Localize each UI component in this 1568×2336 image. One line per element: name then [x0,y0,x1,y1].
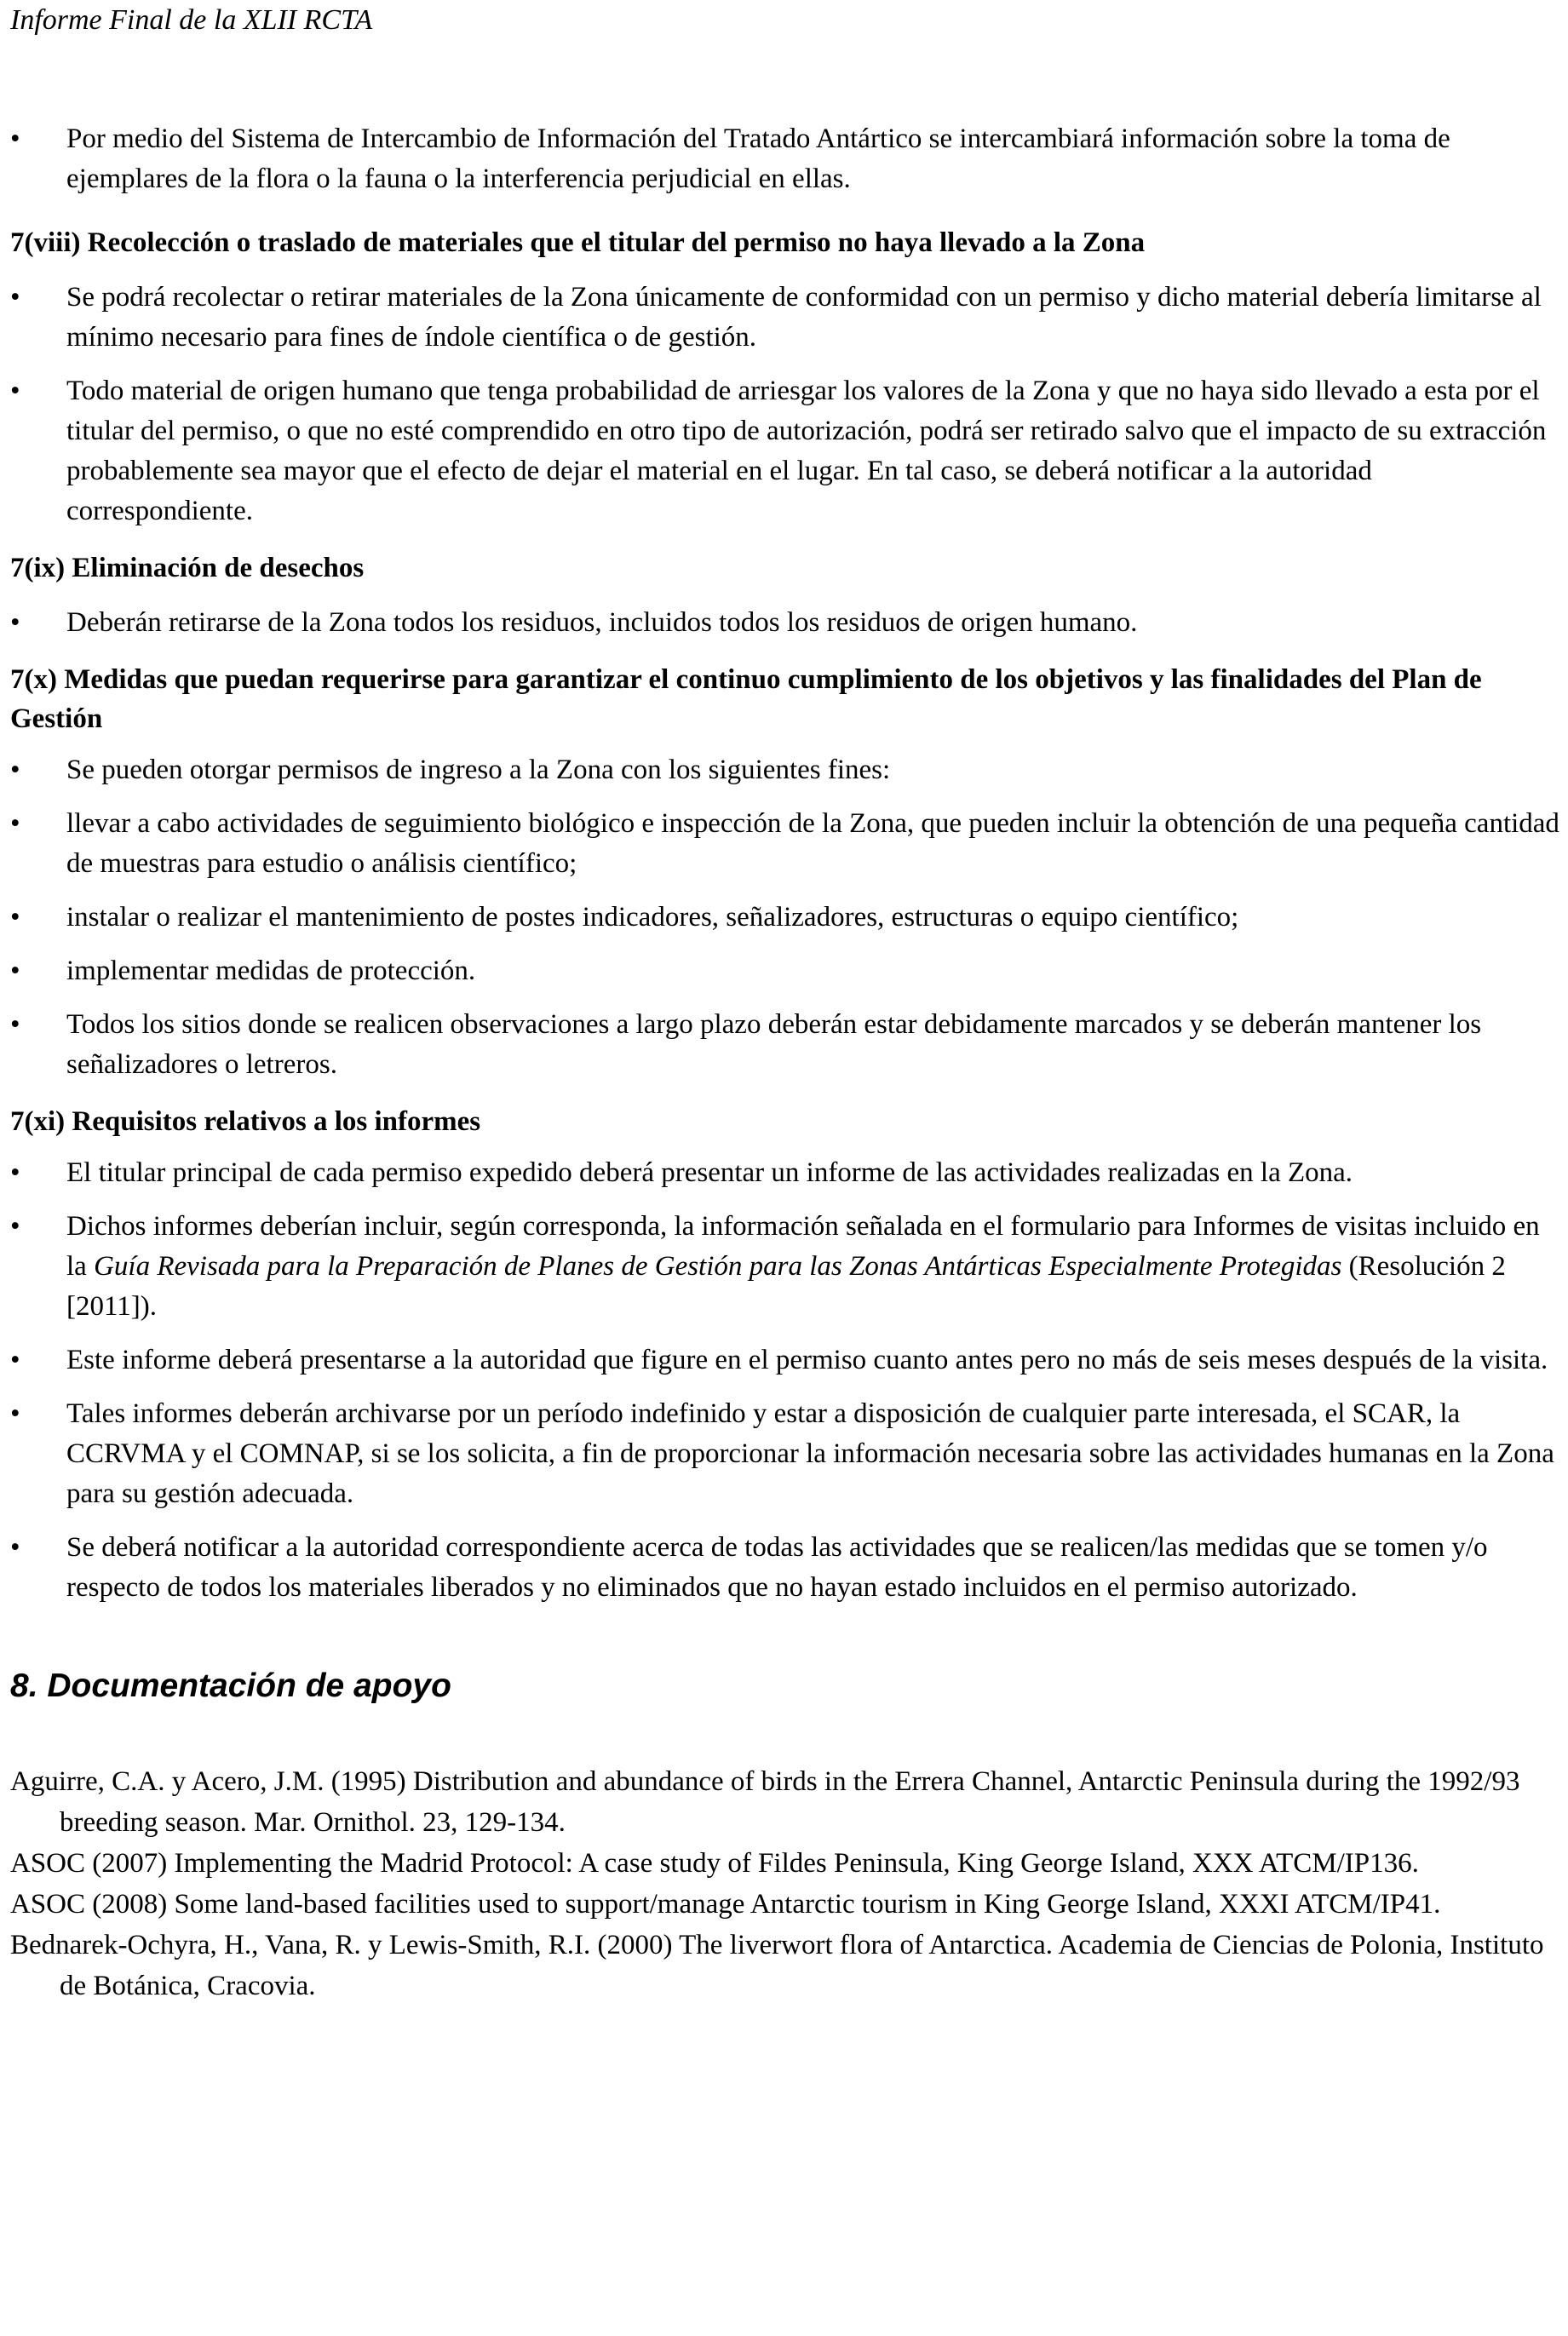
bullet-item: • Tales informes deberán archivarse por un período indefinido y estar a disposición de cualquier parte interesada, el SCAR, la CCRVMA y el COMNAP, si se los solicita, a fin de proporcionar la información necesaria sobre las actividades humanas en la Zona para su gestión adecuada. [10,1394,1565,1514]
bullet-item: • El titular principal de cada permiso expedido deberá presentar un informe de las actividades realizadas en la Zona. [10,1153,1565,1193]
section-heading-7-x: 7(x) Medidas que puedan requerirse para garantizar el continuo cumplimiento de los objetivos y las finalidades del Plan de Gestión [10,664,1482,734]
reference-item: ASOC (2007) Implementing the Madrid Protocol: A case study of Fildes Peninsula, King George Island, XXX ATCM/IP136. [10,1848,1419,1879]
bullet-item: • Se podrá recolectar o retirar materiales de la Zona únicamente de conformidad con un permiso y dicho material debería limitarse al mínimo necesario para fines de índole científica o de gestión. [10,278,1565,358]
running-header: Informe Final de la XLII RCTA [10,4,373,36]
sec-xi-bullet-list [10,1153,1565,1608]
bullet-text: Dichos informes deberían incluir, según corresponda, la información señalada en el formulario para Informes de visitas incluido en la [66,1211,1540,1282]
sec-viii-bullet-list [10,278,1565,531]
bullet-item: • implementar medidas de protección. [10,951,1565,991]
reference-list [10,1761,1565,2006]
section-heading-7-xi: 7(xi) Requisitos relativos a los informes [10,1106,481,1137]
bullet-item: • Se deberá notificar a la autoridad correspondiente acerca de todas las actividades que se realicen/las medidas que se tomen y/o respecto de todos los materiales liberados y no eliminados que no hayan estado incluidos en el permiso autorizado. [10,1528,1565,1608]
reference-item: ASOC (2008) Some land-based facilities used to support/manage Antarctic tourism in King George Island, XXXI ATCM/IP41. [10,1889,1441,1920]
bullet-item: • Por medio del Sistema de Intercambio de Información del Tratado Antártico se intercambiará información sobre la toma de ejemplares de la flora o la fauna o la interferencia perjudicial en ellas. [10,119,1565,199]
bullet-item: • Este informe deberá presentarse a la autoridad que figure en el permiso cuanto antes pero no más de seis meses después de la visita. [10,1340,1565,1380]
intro-bullet-list [10,119,1565,199]
section-heading-8: 8. Documentación de apoyo [10,1667,451,1704]
bullet-text: (Resolución 2 [2011]). [66,1251,1506,1322]
bullet-item-with-citation [10,1207,1565,1327]
section-heading-7-ix: 7(ix) Eliminación de desechos [10,553,365,583]
section-heading-7-viii: 7(viii) Recolección o traslado de materiales que el titular del permiso no haya llevado a la Zona [10,227,1146,258]
reference-item: Bednarek-Ochyra, H., Vana, R. y Lewis-Smith, R.I. (2000) The liverwort flora of Antarctica. Academia de Ciencias de Polonia, Instituto de Botánica, Cracovia. [10,1930,1544,2001]
bullet-item: • instalar o realizar el mantenimiento de postes indicadores, señalizadores, estructuras o equipo científico; [10,898,1565,938]
bullet-item: • Todos los sitios donde se realicen observaciones a largo plazo deberán estar debidamente marcados y se deberán mantener los señalizadores o letreros. [10,1005,1565,1085]
bullet-item: • llevar a cabo actividades de seguimiento biológico e inspección de la Zona, que pueden incluir la obtención de una pequeña cantidad de muestras para estudio o análisis científico; [10,804,1565,884]
bullet-item: • Se pueden otorgar permisos de ingreso a la Zona con los siguientes fines: [10,750,1565,790]
sec-x-bullet-list [10,750,1565,1085]
reference-item: Aguirre, C.A. y Acero, J.M. (1995) Distribution and abundance of birds in the Errera Channel, Antarctic Peninsula during the 1992/93 breeding season. Mar. Ornithol. 23, 129-134. [10,1766,1520,1838]
bullet-item: • Deberán retirarse de la Zona todos los residuos, incluidos todos los residuos de origen humano. [10,603,1565,643]
sec-ix-bullet-list [10,603,1565,643]
guide-title: Guía Revisada para la Preparación de Planes de Gestión para las Zonas Antárticas Especialmente Protegidas [94,1251,1342,1282]
bullet-item: • Todo material de origen humano que tenga probabilidad de arriesgar los valores de la Zona y que no haya sido llevado a esta por el titular del permiso, o que no esté comprendido en otro tipo de autorización, podrá ser retirado salvo que el impacto de su extracción probablemente sea mayor que el efecto de dejar el material en el lugar. En tal caso, se deberá notificar a la autoridad correspondiente. [10,371,1565,531]
page-content [10,119,1565,2006]
